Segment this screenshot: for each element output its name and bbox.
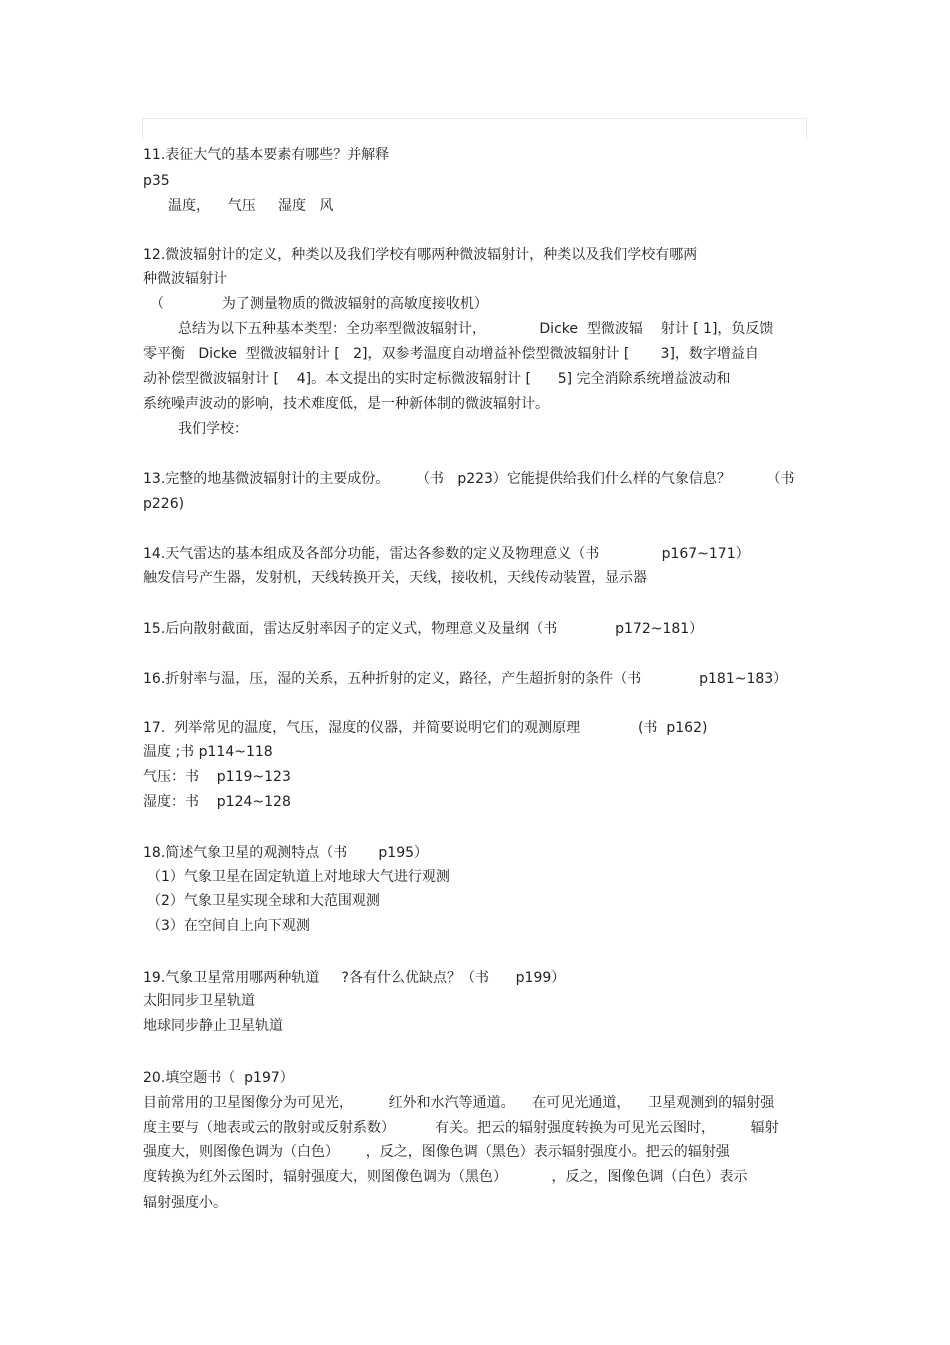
q12-answer-line3: 动补偿型微波辐射计 [ 4]。本文提出的实时定标微波辐射计 [ 5] 完全消除系统增益波动和 [143, 371, 731, 387]
q18-point-2: （2）气象卫星实现全球和大范围观测 [147, 893, 380, 909]
page-top-frame [142, 118, 807, 140]
q12-definition: （ 为了测量物质的微波辐射的高敏度接收机） [150, 296, 488, 312]
q17-temperature: 温度 ;书 p114~118 [143, 744, 273, 760]
q20-title: 20.填空题书（ p197） [143, 1070, 294, 1086]
q20-answer-line2: 度主要与（地表或云的散射或反射系数） 有关。把云的辐射强度转换为可见光云图时， 辐射 [143, 1120, 779, 1136]
q20-answer-line1: 目前常用的卫星图像分为可见光， 红外和水汽等通道。 在可见光通道， 卫星观测到的辐射强 [143, 1095, 775, 1111]
q12-title-line1: 12.微波辐射计的定义，种类以及我们学校有哪两种微波辐射计，种类以及我们学校有哪两 [143, 247, 698, 263]
q13-title-line2: p226) [143, 496, 185, 512]
q12-answer-line4: 系统噪声波动的影响，技术难度低，是一种新体制的微波辐射计。 [143, 396, 549, 412]
q20-answer-line5: 辐射强度小。 [143, 1195, 227, 1211]
q18-point-3: （3）在空间自上向下观测 [147, 918, 310, 934]
q20-answer-line4: 度转换为红外云图时，辐射强度大，则图像色调为（黑色） ，反之，图像色调（白色）表示 [143, 1169, 748, 1185]
q17-pressure: 气压：书 p119~123 [143, 769, 291, 785]
q16-title: 16.折射率与温，压，湿的关系，五种折射的定义，路径，产生超折射的条件（书 p181~183） [143, 671, 788, 687]
q19-title: 19.气象卫星常用哪两种轨道 ?各有什么优缺点？（书 p199） [143, 970, 566, 986]
q12-answer-line2: 零平衡 Dicke 型微波辐射计 [ 2]，双参考温度自动增益补偿型微波辐射计 [ 3]，数字增益自 [143, 346, 759, 362]
q12-title-line2: 种微波辐射计 [143, 271, 227, 287]
q14-answer: 触发信号产生器，发射机，天线转换开关，天线，接收机，天线传动装置，显示器 [143, 570, 647, 586]
q19-answer-2: 地球同步静止卫星轨道 [143, 1018, 283, 1034]
q19-answer-1: 太阳同步卫星轨道 [143, 993, 255, 1009]
q17-humidity: 湿度：书 p124~128 [143, 794, 291, 810]
q18-point-1: （1）气象卫星在固定轨道上对地球大气进行观测 [147, 869, 450, 885]
q14-title: 14.天气雷达的基本组成及各部分功能，雷达各参数的定义及物理意义（书 p167~171） [143, 546, 750, 562]
q13-title-line1: 13.完整的地基微波辐射计的主要成份。 （书 p223）它能提供给我们什么样的气象信息？ （书 [143, 471, 795, 487]
q12-answer-line1: 总结为以下五种基本类型：全功率型微波辐射计， Dicke 型微波辐 射计 [ 1]，负反馈 [178, 321, 774, 337]
q15-title: 15.后向散射截面，雷达反射率因子的定义式，物理意义及量纲（书 p172~181） [143, 621, 704, 637]
q20-answer-line3: 强度大，则图像色调为（白色） ，反之，图像色调（黑色）表示辐射强度小。把云的辐射强 [143, 1144, 730, 1160]
q17-title: 17. 列举常见的温度，气压，湿度的仪器，并简要说明它们的观测原理 (书 p162) [143, 720, 708, 736]
q11-title: 11.表征大气的基本要素有哪些？并解释 [143, 147, 390, 163]
q12-our-school: 我们学校： [178, 421, 248, 437]
q18-title: 18.简述气象卫星的观测特点（书 p195） [143, 845, 429, 861]
q11-page-ref: p35 [143, 173, 170, 189]
q11-answer: 温度， 气压 湿度 风 [168, 198, 334, 214]
